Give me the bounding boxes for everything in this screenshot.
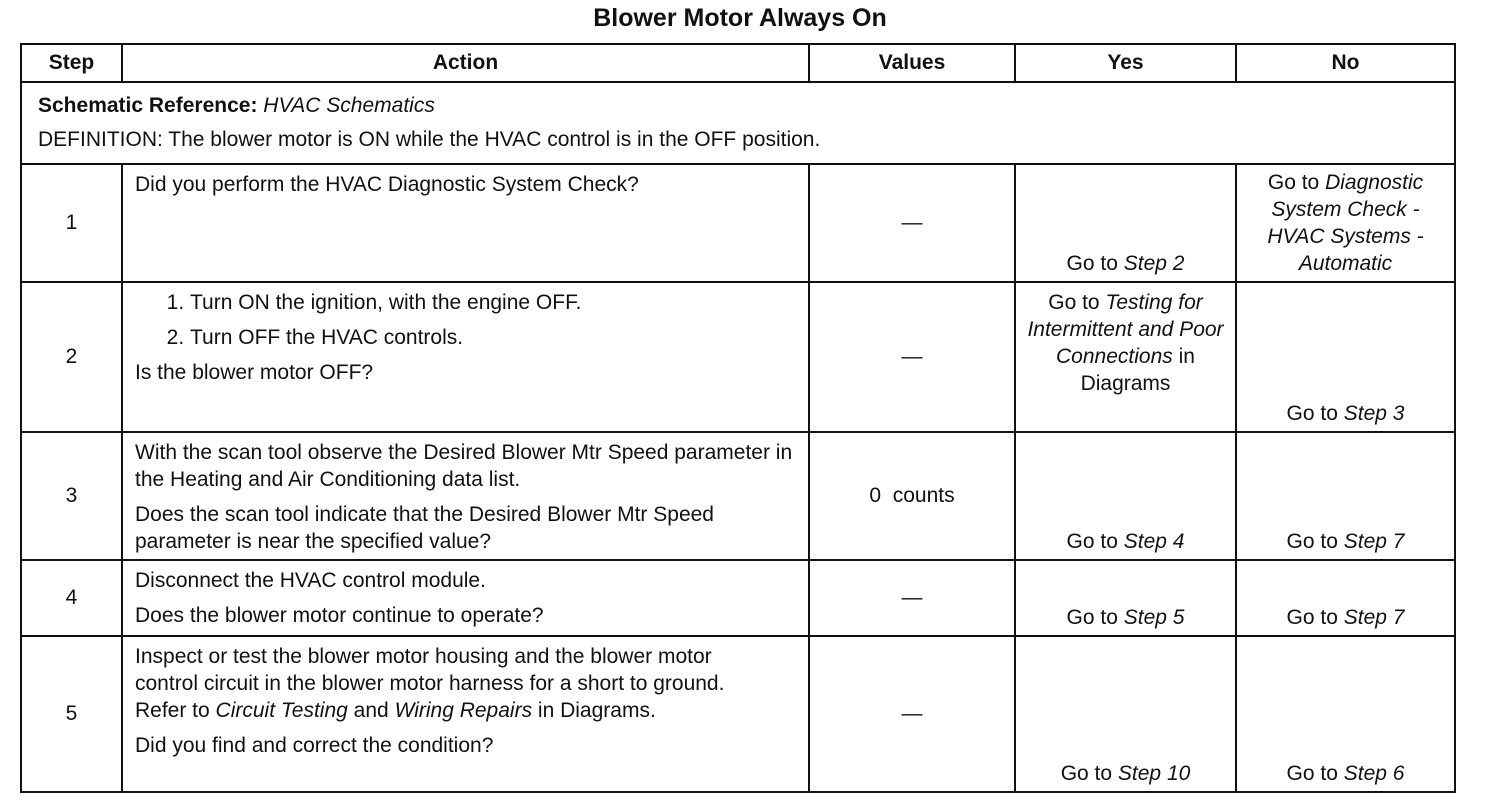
action-cell [122, 636, 809, 792]
value-cell: 0 counts [809, 432, 1015, 560]
header-yes: Yes [1015, 44, 1236, 82]
table-row [21, 560, 1455, 636]
question-text: Did you find and correct the condition? [135, 734, 494, 757]
question-text: Does the blower motor continue to operate? [135, 604, 544, 627]
schematic-link[interactable]: HVAC Schematics [263, 94, 435, 117]
no-link[interactable]: Step 7 [1343, 606, 1405, 629]
question-text: Did you perform the HVAC Diagnostic System Check? [135, 173, 639, 196]
action-cell [122, 164, 809, 282]
yes-cell: Go to Step 10 [1015, 636, 1236, 792]
info-cell [21, 82, 1455, 164]
circuit-testing-link[interactable]: Circuit Testing [215, 699, 348, 722]
diagnostic-table [20, 43, 1456, 793]
yes-cell: Go to Step 4 [1015, 432, 1236, 560]
yes-link[interactable]: Step 5 [1123, 606, 1185, 629]
header-no: No [1236, 44, 1455, 82]
header-action: Action [122, 44, 809, 82]
instruction-text: With the scan tool observe the Desired Blower Mtr Speed parameter in the Heating and Air Conditioning data list. [135, 441, 793, 491]
value-cell: — [809, 282, 1015, 432]
step-number: 1 [21, 164, 122, 282]
definition-text: DEFINITION: The blower motor is ON while the HVAC control is in the OFF position. [38, 128, 821, 151]
schematic-label: Schematic Reference: [38, 94, 258, 117]
value-cell: — [809, 560, 1015, 636]
header-values: Values [809, 44, 1015, 82]
question-text: Is the blower motor OFF? [135, 361, 374, 384]
step-number: 5 [21, 636, 122, 792]
table-row [21, 432, 1455, 560]
question-text: Does the scan tool indicate that the Desired Blower Mtr Speed parameter is near the specified value? [135, 503, 714, 553]
yes-link[interactable]: Step 4 [1123, 530, 1185, 553]
info-row [21, 82, 1455, 164]
no-link[interactable]: Step 6 [1343, 762, 1405, 785]
yes-link[interactable]: Step 2 [1123, 252, 1185, 275]
instruction-list [135, 285, 798, 355]
no-link[interactable]: Step 7 [1343, 530, 1405, 553]
action-cell [122, 282, 809, 432]
table-row [21, 164, 1455, 282]
step-number: 4 [21, 560, 122, 636]
value-cell: — [809, 164, 1015, 282]
action-cell [122, 560, 809, 636]
table-row [21, 282, 1455, 432]
value-cell: — [809, 636, 1015, 792]
no-cell: Go to Step 7 [1236, 560, 1455, 636]
table-row [21, 636, 1455, 792]
no-cell: Go to Step 7 [1236, 432, 1455, 560]
header-row [21, 44, 1455, 82]
list-item: 1. Turn ON the ignition, with the engine OFF. [190, 285, 798, 320]
instruction-text: Disconnect the HVAC control module. [135, 569, 486, 592]
yes-cell: Go to Step 5 [1015, 560, 1236, 636]
action-cell [122, 432, 809, 560]
no-link[interactable]: Step 3 [1343, 402, 1405, 425]
no-cell: Go to Diagnostic System Check - HVAC Systems - Automatic [1236, 164, 1455, 282]
no-cell: Go to Step 3 [1236, 282, 1455, 432]
page-title: Blower Motor Always On [593, 4, 887, 32]
yes-cell: Go to Testing for Intermittent and Poor Connections in Diagrams [1015, 282, 1236, 432]
list-item: 2. Turn OFF the HVAC controls. [190, 320, 798, 355]
wiring-repairs-link[interactable]: Wiring Repairs [394, 699, 533, 722]
yes-cell: Go to Step 2 [1015, 164, 1236, 282]
yes-link[interactable]: Step 10 [1117, 762, 1191, 785]
instruction-text: Inspect or test the blower motor housing and the blower motor control circuit in the blower motor harness for a short to ground. Refer to Circuit Testing and Wiring Repairs in Diagrams. [135, 645, 725, 722]
header-step: Step [21, 44, 122, 82]
step-number: 3 [21, 432, 122, 560]
step-number: 2 [21, 282, 122, 432]
no-cell: Go to Step 6 [1236, 636, 1455, 792]
no-link[interactable]: Diagnostic System Check - HVAC Systems - Automatic [1267, 171, 1424, 275]
yes-link[interactable]: Testing for Intermittent and Poor Connections [1027, 291, 1224, 368]
